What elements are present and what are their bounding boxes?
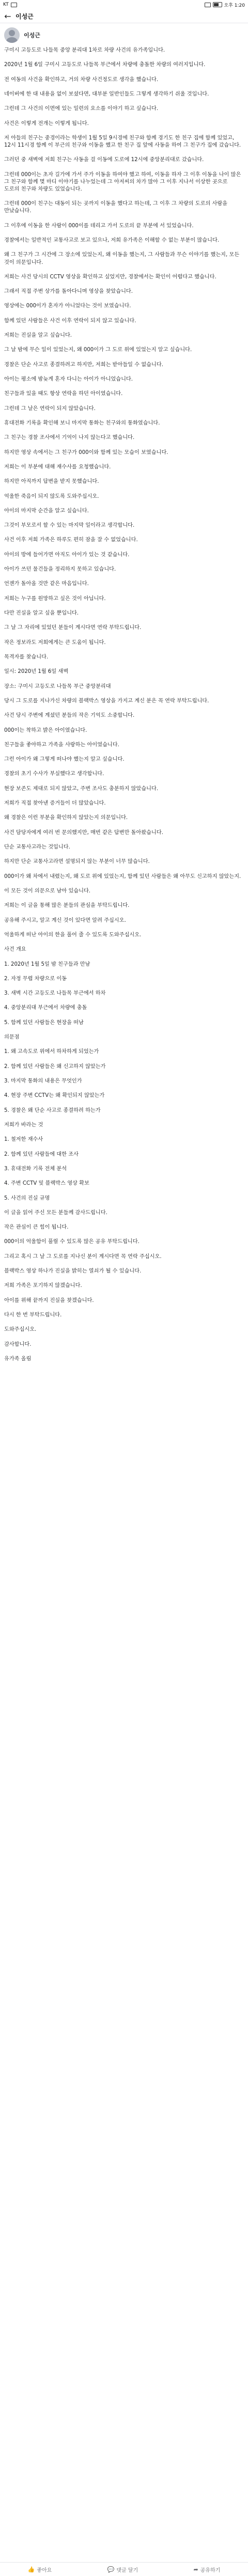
- status-right: [205, 2, 245, 8]
- avatar[interactable]: [4, 27, 20, 43]
- share-button[interactable]: [193, 2566, 220, 2573]
- status-bar: [0, 0, 248, 9]
- status-left: [3, 2, 17, 7]
- thumbs-up-icon: 👍: [27, 2566, 35, 2573]
- like-button[interactable]: [28, 2566, 52, 2573]
- notification-icon: [11, 3, 17, 7]
- post-body: 구미시 고등도로 나들목 중앙 분리대 1차로 차량 사건의 유가족입니다. 2020년 1월 6일 구미시 고등도로 나들목 부근에서 차량에 충돌한 차량의 여러지입니다. 전 여동의 사건을 확인하고, 거의 차량 사건정도로 생각을 했습니다. 네이버에 한 대 내용을 없이 보셨다면, 대부분 일반인들도 그렇게 생각하기 쉬울 것입니다. 그런데 그 사건의 이면에 있는 일련의 요소를 이야기 하고 싶습니다. 사건은 이렇게 전개는 이렇게 됩니다. 저 아들의 친구는 중경이라는 학생이 1월 5일 9시경에 친구와 함께 경기도 한 친구 집에 함께 있었고, 12시 11시경 함께 이 부근의 친구와 이동을 했고 한 친구 집 앞에 사동을 하여 그 친구가 집에 갔습니다. 그러던 중 새벽에 저희 친구는 사동을 걸 이동에 도로에 12시에 중앙분리대로 갔습니다. 그런데 000이는 초자 길가에 가서 주가 이동을 하여야 했고 하여, 이동을 하자 그 이후 이동을 나이 많은 그 친구와 함께 몇 마디 이야기를 나누었는데 그 아저씨의 차가 많아 그 이후 지나서 이상한 곳으로 도로의 친구와 차량도 있었습니다. 그런데 000이 친구는 대동이 되는 곳까지 이동을 했다고 하는데, 그 이후 그 차량의 도로의 사람을 만났습니다. 그 이후에 이동을 한 사람이 000이를 데리고 가서 도로의 끝 부분에 서 있었습니다. 경찰에서는 일반적인 교통사고로 보고 있으나, 저희 유가족은 이해할 수 없는 부분이 많습니다. 왜 그 친구가 그 시간에 그 장소에 있었는지, 왜 이동을 했는지, 그 사람들과 무슨 이야기를 했는지, 모든 것이 의문입니다. 저희는 사건 당시의 CCTV 영상을 확인하고 싶었지만, 경찰에서는 확인이 어렵다고 했습니다. 그래서 직접 주변 상가를 돌아다니며 영상을 찾았습니다. 영상에는 000이가 혼자가 아니었다는 것이 보였습니다. 함께 있던 사람들은 사건 이후 연락이 되지 않고 있습니다. 저희는 진실을 알고 싶습니다. 그 날 밤에 무슨 일이 있었는지, 왜 000이가 그 도로 위에 있었는지 알고 싶습니다. 경찰은 단순 사고로 종결하려고 하지만, 저희는 받아들일 수 없습니다. 아이는 평소에 밤늦게 혼자 다니는 아이가 아니었습니다. 친구들과 있을 때도 항상 연락을 하던 아이였습니다. 그런데 그 날은 연락이 되지 않았습니다. 휴대전화 기록을 확인해 보니 마지막 통화는 친구와의 통화였습니다. 그 친구는 경찰 조사에서 기억이 나지 않는다고 했습니다. 하지만 영상 속에서는 그 친구가 000이와 함께 있는 모습이 보였습니다. 저희는 이 부분에 대해 재수사를 요청했습니다. 하지만 아직까지 답변을 받지 못했습니다. 억울한 죽음이 되지 않도록 도와주십시오. 아이의 마지막 순간을 알고 싶습니다. 그것이 부모로서 할 수 있는 마지막 일이라고 생각합니다. 사건 이후 저희 가족은 하루도 편히 잠을 잘 수 없었습니다. 아이의 방에 들어가면 아직도 아이가 있는 것 같습니다. 아이가 쓰던 물건들을 정리하지 못하고 있습니다. 언젠가 돌아올 것만 같은 마음입니다. 저희는 누구를 원망하고 싶은 것이 아닙니다. 다만 진실을 알고 싶을 뿐입니다. 그 날 그 자리에 있었던 분들이 계시다면 연락 부탁드립니다. 작은 정보라도 저희에게는 큰 도움이 됩니다. 목격자를 찾습니다. 일시: 2020년 1월 6일 새벽 장소: 구미시 고등도로 나들목 부근 중앙분리대 당시 그 도로를 지나가신 차량의 블랙박스 영상을 가지고 계신 분은 꼭 연락 부탁드립니다. 사건 당시 주변에 계셨던 분들의 작은 기억도 소중합니다. 000이는 착하고 밝은 아이였습니다. 친구들을 좋아하고 가족을 사랑하는 아이였습니다. 그런 아이가 왜 그렇게 떠나야 했는지 알고 싶습니다. 경찰의 초기 수사가 부실했다고 생각합니다. 현장 보존도 제대로 되지 않았고, 주변 조사도 충분하지 않았습니다. 저희가 직접 찾아낸 증거들이 더 많았습니다. 왜 경찰은 이런 부분을 확인하지 않았는지 의문입니다. 사건 담당자에게 여러 번 문의했지만, 매번 같은 답변만 돌아왔습니다. 단순 교통사고라는 것입니다. 하지만 단순 교통사고라면 설명되지 않는 부분이 너무 많습니다. 000이가 왜 차에서 내렸는지, 왜 도로 위에 있었는지, 함께 있던 사람들은 왜 아무도 신고하지 않았는지. 이 모든 것이 의문으로 남아 있습니다. 저희는 이 글을 통해 많은 분들의 관심을 부탁드립니다. 공유해 주시고, 알고 계신 것이 있다면 알려 주십시오. 억울하게 떠난 아이의 한을 풀어 줄 수 있도록 도와주십시오. 사건 개요 1. 2020년 1월 5일 밤 친구들과 만남 2. 자정 무렵 차량으로 이동 3. 새벽 시간 고등도로 나들목 부근에서 하차 4. 중앙분리대 부근에서 차량에 충돌 5. 함께 있던 사람들은 현장을 떠남 의문점 1. 왜 고속도로 위에서 하차하게 되었는가 2. 함께 있던 사람들은 왜 신고하지 않았는가 3. 마지막 통화의 내용은 무엇인가 4. 현장 주변 CCTV는 왜 확인되지 않았는가 5. 경찰은 왜 단순 사고로 종결하려 하는가 저희가 바라는 것 1. 철저한 재수사 2. 함께 있던 사람들에 대한 조사 3. 휴대전화 기록 전체 분석 4. 주변 CCTV 및 블랙박스 영상 확보 5. 사건의 진실 규명 이 글을 읽어 주신 모든 분들께 감사드립니다. 작은 관심이 큰 힘이 됩니다. 000이의 억울함이 풀릴 수 있도록 많은 공유 부탁드립니다. 그리고 혹시 그 날 그 도로를 지나신 분이 계시다면 꼭 연락 주십시오. 블랙박스 영상 하나가 진실을 밝히는 열쇠가 될 수 있습니다. 저희 가족은 포기하지 않겠습니다. 아이를 위해 끝까지 진실을 찾겠습니다. 다시 한 번 부탁드립니다. 도와주십시오. 감사합니다. 유가족 올림: [4, 48, 241, 1362]
- comment-button[interactable]: [107, 2566, 138, 2573]
- author-block: [24, 31, 40, 39]
- share-label: 공유하기: [200, 2567, 221, 2573]
- back-arrow-icon[interactable]: ←: [4, 11, 11, 21]
- comment-label: 댓글 달기: [116, 2567, 138, 2573]
- footer-bar: [0, 2562, 248, 2576]
- carrier-label: KT: [3, 2, 9, 7]
- post-meta: [0, 23, 248, 45]
- share-icon: ➦: [193, 2566, 198, 2573]
- status-time: 오후 1:20: [224, 3, 245, 8]
- wifi-icon: [205, 3, 211, 7]
- author-name[interactable]: 이성근: [24, 32, 40, 39]
- comment-icon: 💬: [107, 2566, 115, 2573]
- header-title: 이성근: [16, 12, 34, 20]
- app-header: [0, 9, 248, 23]
- like-label: 좋아요: [37, 2567, 52, 2573]
- battery-icon: [213, 2, 222, 7]
